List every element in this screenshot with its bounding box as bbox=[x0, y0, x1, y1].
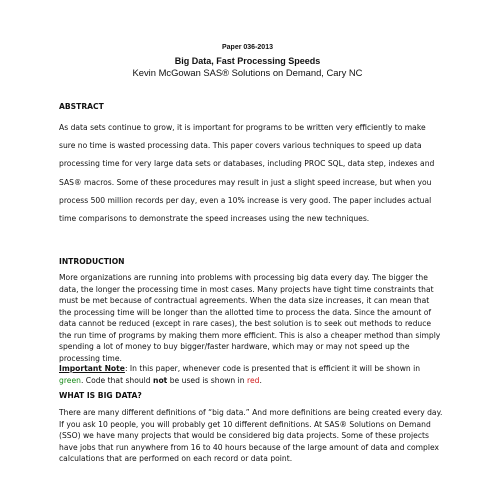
note-period: . bbox=[259, 375, 262, 385]
note-text-3: be used is shown in bbox=[169, 375, 245, 385]
important-note bbox=[59, 363, 443, 386]
what-is-big-data-text: There are many different definitions of “big data.” And more definitions are being created every day. If you ask 10 people, you will probably get 10 different definitions. At SAS® Solutions on Demand (SSO) we have many projects that would be considered big data projects. Some of these projects have jobs that run anywhere from 16 to 40 hours because of the large amount of data and complex calculations that are performed on each record or data point. bbox=[59, 408, 443, 463]
what-is-big-data-heading: WHAT IS BIG DATA? bbox=[59, 391, 142, 400]
paper-id: Paper 036-2013 bbox=[222, 44, 273, 51]
abstract-heading: ABSTRACT bbox=[59, 102, 104, 111]
note-green-word: green bbox=[59, 375, 81, 385]
note-red-word: red bbox=[247, 375, 260, 385]
introduction-text: More organizations are running into problems with processing big data every day. The bigger the data, the longer the processing time in most cases. Many projects have tight time constraints that must be met because of contractual agreements. When the data size increases, it can mean that the processing time will be longer than the allotted time to process the data. Since the amount of data cannot be reduced (except in rare cases), the best solution is to seek out methods to reduce the run time of programs by making them more efficient. This is also a cheaper method than simply spending a lot of money to buy bigger/faster hardware, which may or may not speed up the processing time. bbox=[59, 273, 441, 363]
paper-author: Kevin McGowan SAS® Solutions on Demand, Cary NC bbox=[132, 67, 363, 78]
note-text-2: . Code that should bbox=[80, 375, 151, 385]
paper-title: Big Data, Fast Processing Speeds bbox=[174, 56, 321, 66]
note-text-1: : In this paper, whenever code is presented that is efficient it will be shown in bbox=[124, 364, 421, 373]
introduction-heading: INTRODUCTION bbox=[59, 257, 125, 266]
note-not-word: not bbox=[153, 375, 168, 385]
important-note-label: Important Note bbox=[59, 364, 125, 373]
abstract-text: As data sets continue to grow, it is important for programs to be written very efficiently to make sure no time is wasted processing data. This paper covers various techniques to speed up data processing time for very large data sets or databases, including PROC SQL, data step, indexes and SAS® macros. Some of these procedures may result in just a slight speed increase, but when you process 500 million records per day, even a 10% increase is very good. The paper includes actual time comparisons to demonstrate the speed increases using the new techniques. bbox=[59, 123, 435, 224]
